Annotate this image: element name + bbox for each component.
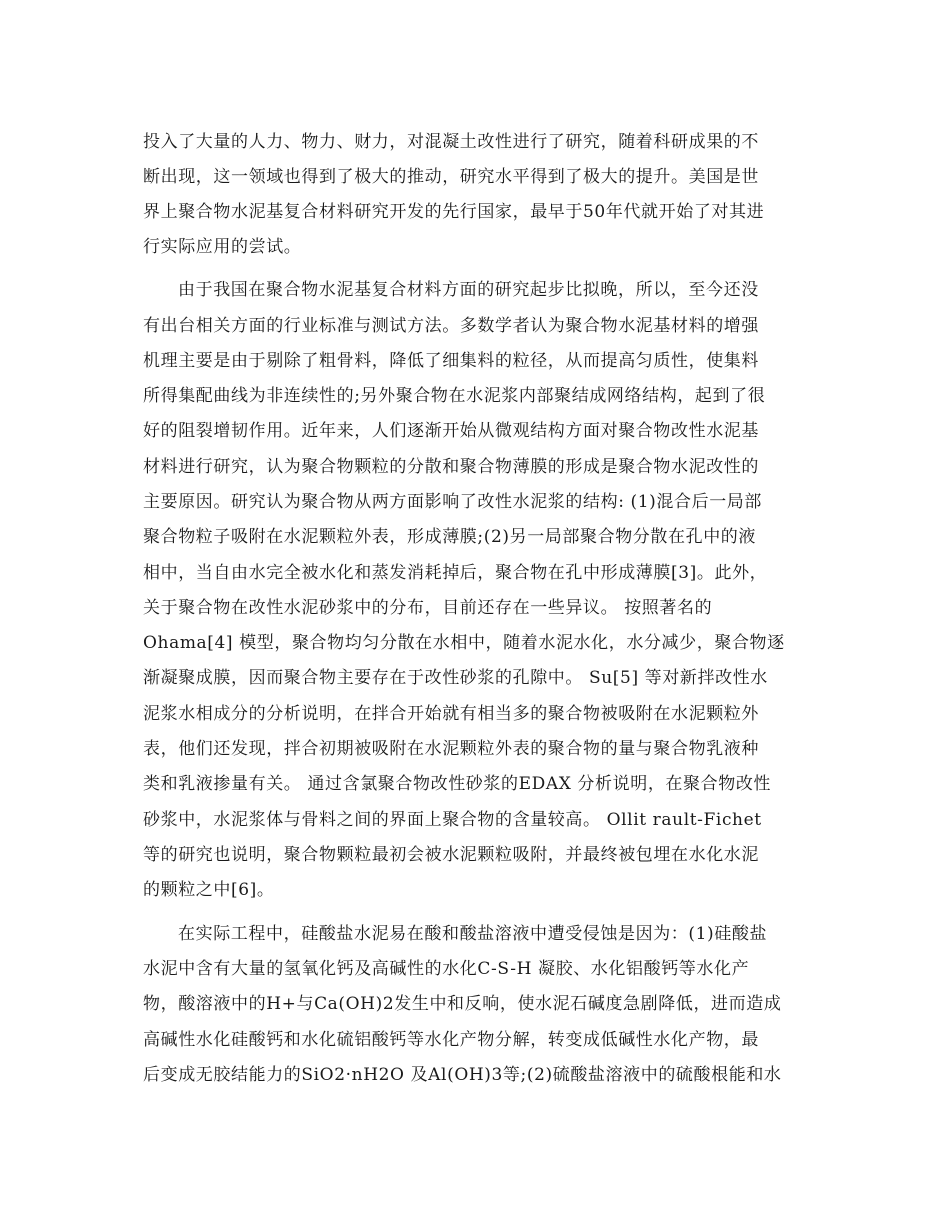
paragraph-2-line-13: 泥浆水相成分的分析说明，在拌合开始就有相当多的聚合物被吸附在水泥颗粒外 xyxy=(143,704,759,724)
paragraph-3-line-3: 物，酸溶液中的H+与Ca(OH)2发生中和反响，使水泥石碱度急剧降低，进而造成 xyxy=(143,994,782,1014)
paragraph-2-line-18: 的颗粒之中[6]。 xyxy=(143,880,275,900)
paragraph-2-line-9: 相中，当自由水完全被水化和蒸发消耗掉后，聚合物在孔中形成薄膜[3]。此外， xyxy=(143,563,768,583)
paragraph-2-line-8: 聚合物粒子吸附在水泥颗粒外表，形成薄膜;(2)另一局部聚合物分散在孔中的液 xyxy=(143,527,757,547)
paragraph-2-line-7: 主要原因。研究认为聚合物从两方面影响了改性水泥浆的结构: (1)混合后一局部 xyxy=(143,492,763,512)
paragraph-1-line-4: 行实际应用的尝试。 xyxy=(143,237,302,257)
paragraph-2-line-11: Ohama[4] 模型，聚合物均匀分散在水相中，随着水泥水化，水分减少，聚合物逐 xyxy=(143,633,785,653)
paragraph-2-line-3: 机理主要是由于剔除了粗骨料，降低了细集料的粒径，从而提高匀质性，使集料 xyxy=(143,351,759,371)
paragraph-1-line-3: 界上聚合物水泥基复合材料研究开发的先行国家，最早于50年代就开始了对其进 xyxy=(143,202,765,222)
paragraph-2-line-6: 材料进行研究，认为聚合物颗粒的分散和聚合物薄膜的形成是聚合物水泥改性的 xyxy=(143,457,759,477)
paragraph-2-line-17: 等的研究也说明，聚合物颗粒最初会被水泥颗粒吸附，并最终被包埋在水化水泥 xyxy=(143,845,759,865)
paragraph-2-line-4: 所得集配曲线为非连续性的;另外聚合物在水泥浆内部聚结成网络结构，起到了很 xyxy=(143,386,766,406)
paragraph-2-line-14: 表，他们还发现，拌合初期被吸附在水泥颗粒外表的聚合物的量与聚合物乳液种 xyxy=(143,739,759,759)
paragraph-1-line-2: 断出现，这一领域也得到了极大的推动，研究水平得到了极大的提升。美国是世 xyxy=(143,167,759,187)
paragraph-2-line-1: 由于我国在聚合物水泥基复合材料方面的研究起步比拟晚，所以，至今还没 xyxy=(178,280,759,300)
paragraph-2-line-16: 砂浆中，水泥浆体与骨料之间的界面上聚合物的含量较高。 Ollit rault-Fichet xyxy=(143,810,762,830)
paragraph-3-line-4: 高碱性水化硅酸钙和水化硫铝酸钙等水化产物分解，转变成低碱性水化产物，最 xyxy=(143,1030,759,1050)
paragraph-2-line-5: 好的阻裂增韧作用。近年来，人们逐渐开始从微观结构方面对聚合物改性水泥基 xyxy=(143,421,759,441)
paragraph-2-line-12: 渐凝聚成膜，因而聚合物主要存在于改性砂浆的孔隙中。 Su[5] 等对新拌改性水 xyxy=(143,668,768,688)
paragraph-2-line-2: 有出台相关方面的行业标准与测试方法。多数学者认为聚合物水泥基材料的增强 xyxy=(143,316,759,336)
paragraph-3-line-5: 后变成无胶结能力的SiO2·nH2O 及Al(OH)3等;(2)硫酸盐溶液中的硫酸根能和水 xyxy=(143,1065,782,1085)
paragraph-3-line-1: 在实际工程中，硅酸盐水泥易在酸和酸盐溶液中遭受侵蚀是因为：(1)硅酸盐 xyxy=(178,924,768,944)
paragraph-1-line-1: 投入了大量的人力、物力、财力，对混凝土改性进行了研究，随着科研成果的不 xyxy=(143,132,759,152)
paragraph-2-line-15: 类和乳液掺量有关。 通过含氯聚合物改性砂浆的EDAX 分析说明，在聚合物改性 xyxy=(143,774,772,794)
paragraph-3-line-2: 水泥中含有大量的氢氧化钙及高碱性的水化C-S-H 凝胶、水化铝酸钙等水化产 xyxy=(143,959,750,979)
paragraph-2-line-10: 关于聚合物在改性水泥砂浆中的分布，目前还存在一些异议。 按照著名的 xyxy=(143,598,713,618)
